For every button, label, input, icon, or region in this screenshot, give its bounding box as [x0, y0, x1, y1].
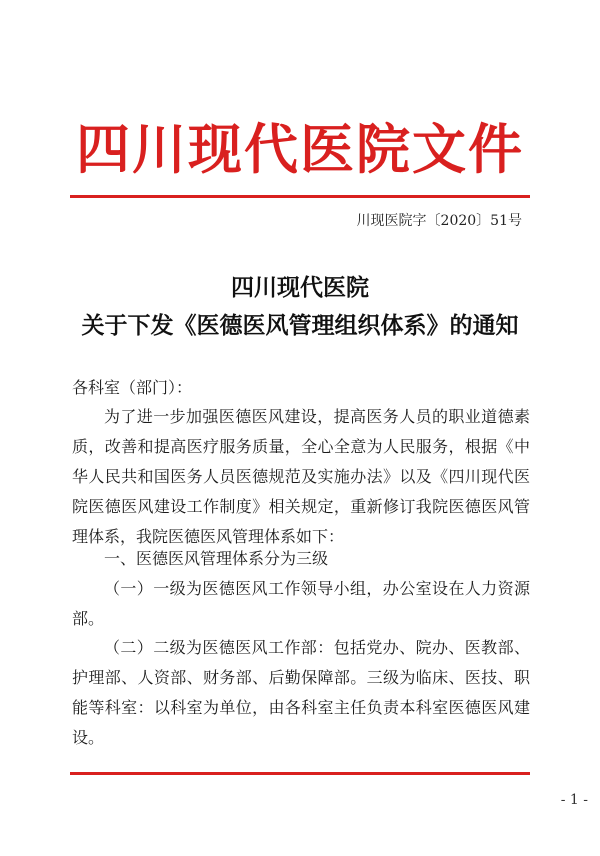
section-item-1: （一）一级为医德医风工作领导小组，办公室设在人力资源部。 [72, 579, 530, 628]
document-header-title: 四川现代医院文件 [76, 118, 524, 181]
footer-red-rule [70, 772, 530, 775]
page-number: - 1 - [560, 792, 588, 808]
notice-title-line2: 关于下发《医德医风管理组织体系》的通知 [81, 313, 519, 339]
document-number: 川现医院字〔2020〕51号 [356, 213, 522, 229]
header-red-rule [70, 195, 530, 198]
section-item-2: （二）二级为医德医风工作部：包括党办、院办、医教部、护理部、人资部、财务部、后勤保障部。三级为临床、医技、职能等科室：以科室为单位，由各科室主任负责本科室医德医风建设。 [72, 638, 530, 747]
salutation: 各科室（部门）： [72, 378, 193, 397]
section-heading-1: 一、医德医风管理体系分为三级 [104, 549, 329, 568]
notice-title-line1: 四川现代医院 [231, 275, 369, 301]
body-paragraph-intro: 为了进一步加强医德医风建设，提高医务人员的职业道德素质，改善和提高医疗服务质量，全心全意为人民服务，根据《中华人民共和国医务人员医德规范及实施办法》以及《四川现代医院医德医风建设工作制度》相关规定，重新修订我院医德医风管理体系，我院医德医风管理体系如下： [72, 407, 530, 546]
